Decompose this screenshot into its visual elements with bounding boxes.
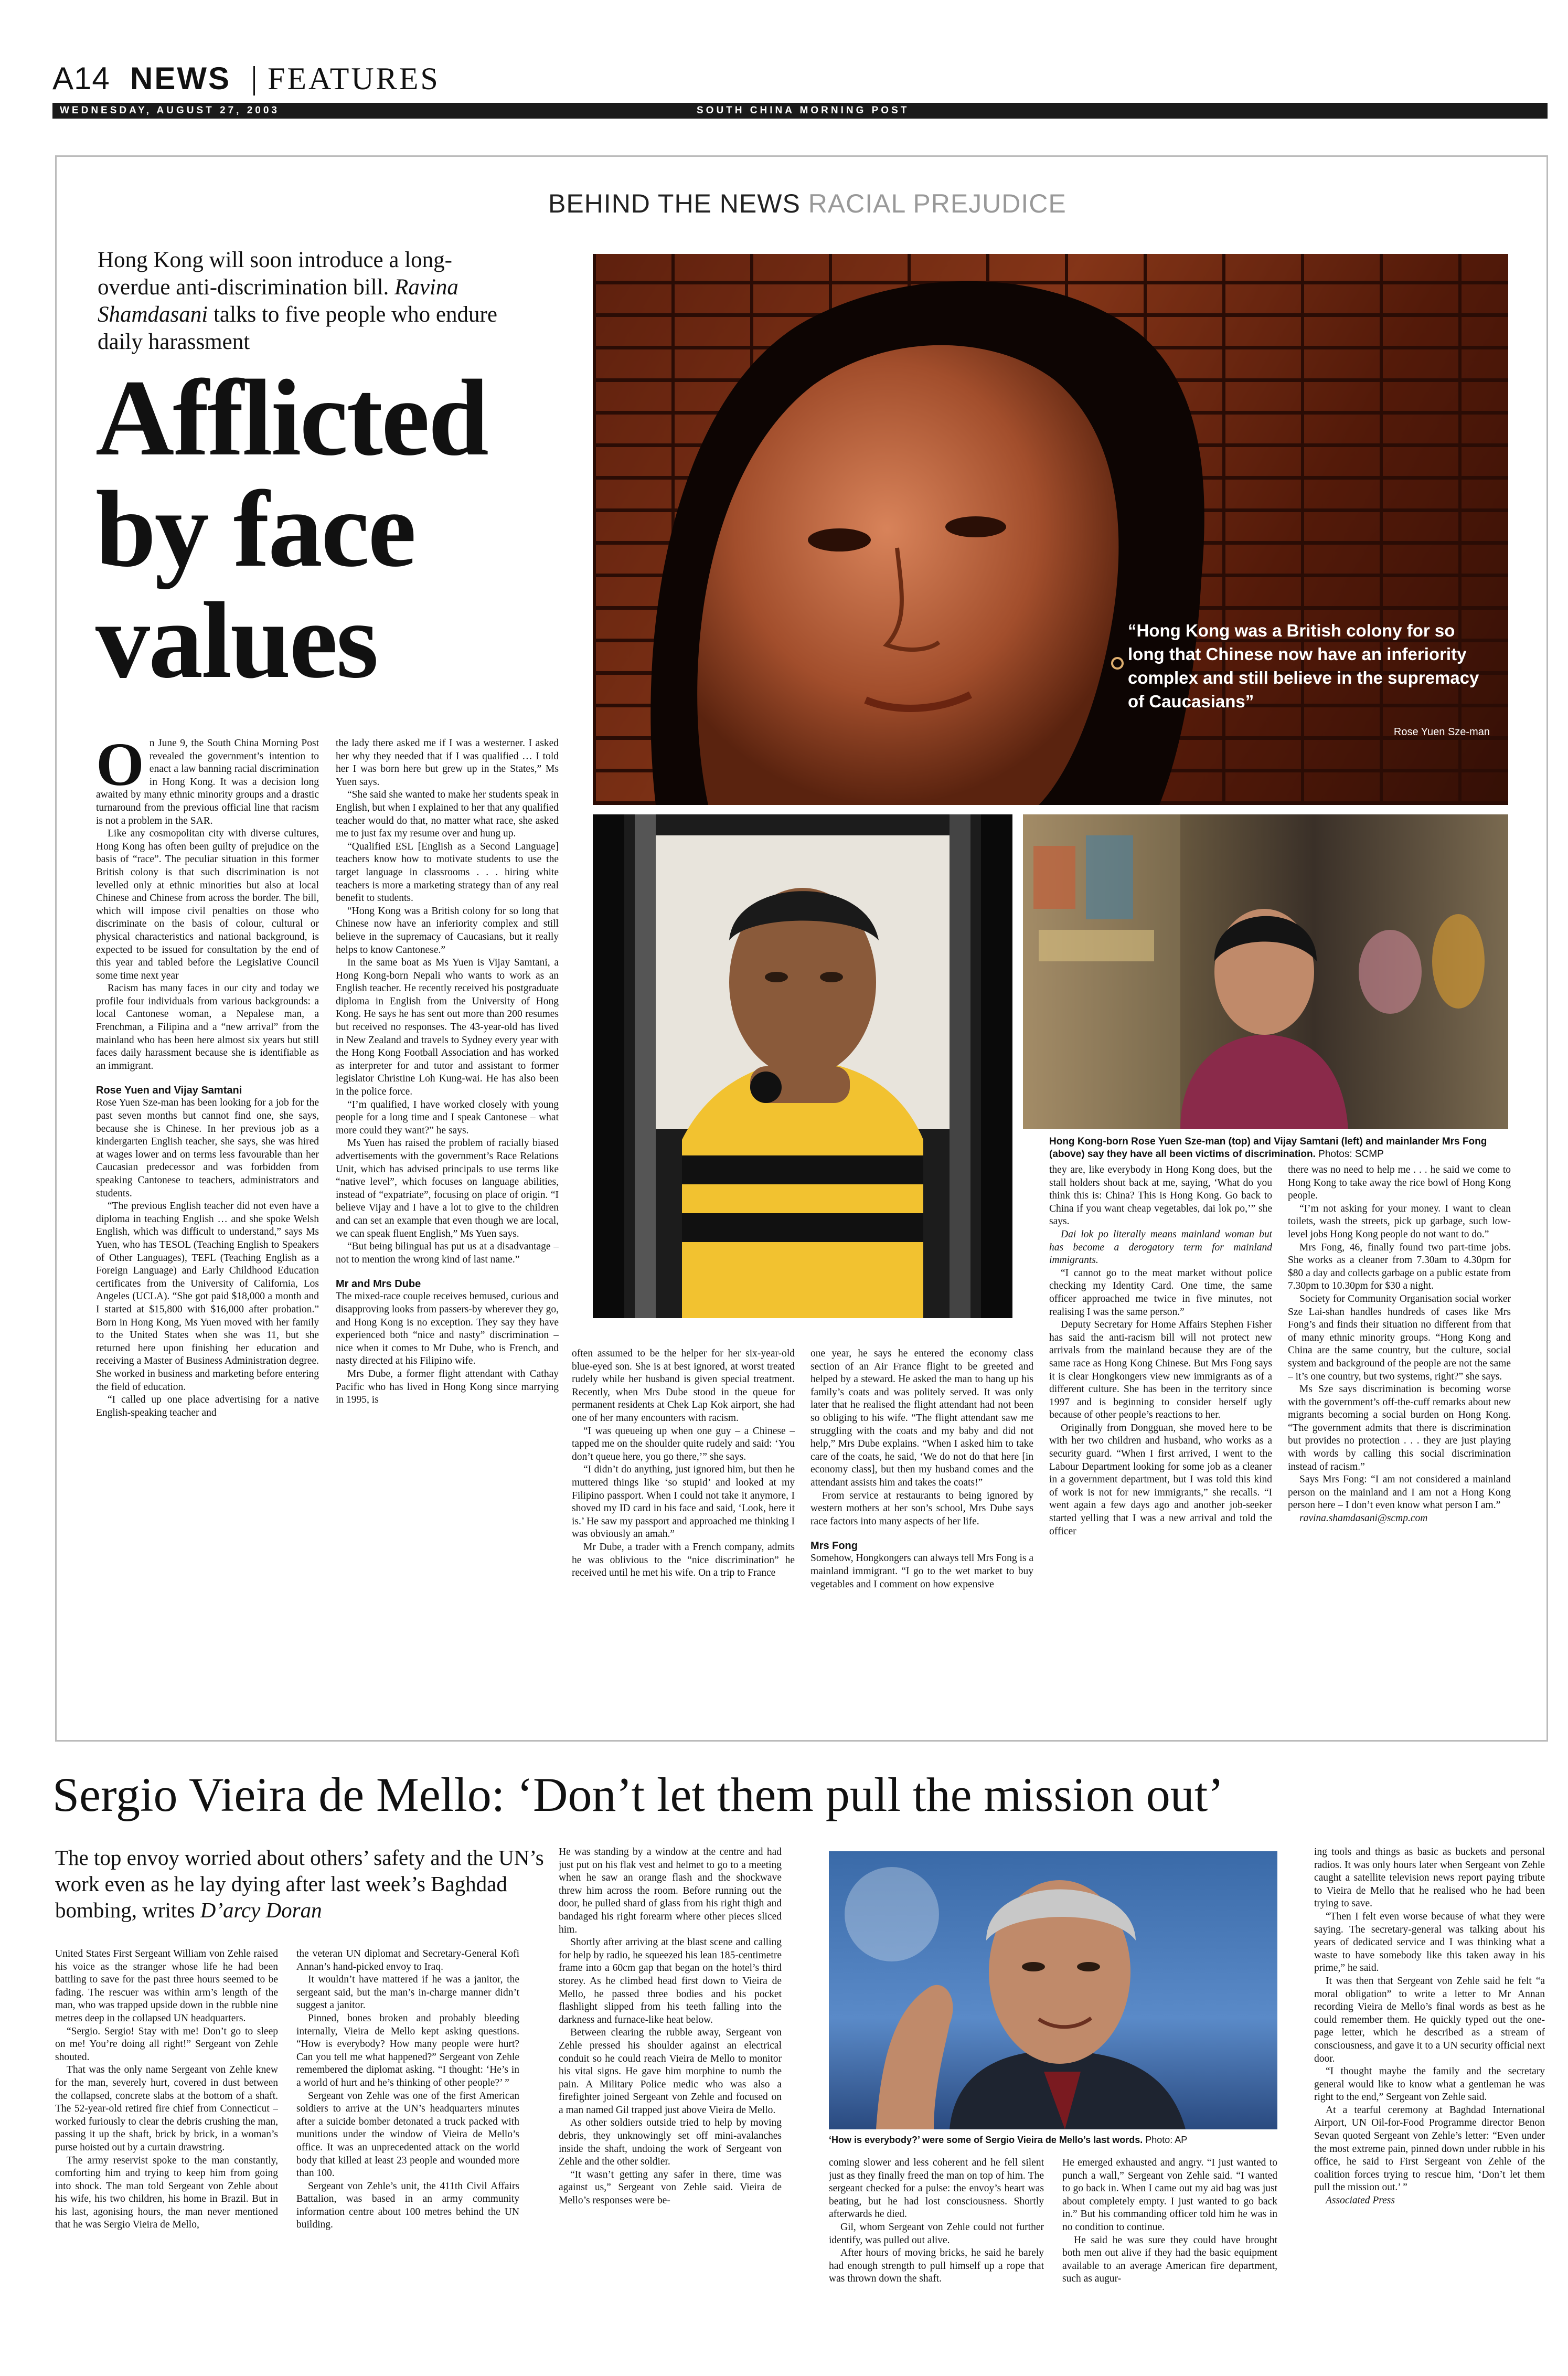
photo-mrs-fong (1023, 814, 1508, 1129)
paragraph: Sergeant von Zehle’s unit, the 411th Civil Affairs Battalion, was based in an army community information centre about 100 metres behind the UN building. (296, 2180, 519, 2231)
paragraph: the lady there asked me if I was a westerner. I asked her why they needed that if I was qualified … I told her I was born here but grew up in the States,” Ms Yuen says. (336, 738, 559, 788)
paragraph: He said he was sure they could have brought both men out alive if they had the basic equipment available to an average American fire department, such as augur- (1062, 2234, 1277, 2285)
paragraph: It was then that Sergeant von Zehle said he felt “a moral obligation” to write a letter to Mr Annan recording Vieira de Mello’s final words as best as he could remember them. He quickly typed out the one-page letter, which he described as a stream of consciousness, and gave it to a UN security official next door. (1314, 1975, 1545, 2064)
masthead-bar (52, 103, 1548, 119)
story2-col3 (559, 1846, 782, 2362)
paragraph: coming slower and less coherent and he fell silent just as they finally freed the man on top of him. The sergeant checked for a pulse: the envoy’s heart was beating, but he had lost consciousness. Shortly afterwards he died. (829, 2157, 1044, 2220)
story1-standfirst (98, 247, 507, 356)
section-divider (253, 66, 255, 96)
paragraph: Like any cosmopolitan city with diverse cultures, Hong Kong has often been guilty of prejudice on the basis of “race”. The peculiar situation in this former British colony is that such discrimination is not levelled only at ethnic minorities but also at local Chinese and Chinese from across the border. The bill, which will impose civil penalties on those who discriminate on the basis of colour, cultural or physical characteristics and national background, is expected to be issued for consultation by the end of this year and tabled before the Legislative Council some time next year (96, 828, 319, 981)
paragraph: there was no need to help me . . . he said we come to Hong Kong to take away the rice bowl of Hong Kong people. (1288, 1164, 1511, 1202)
paragraph: Mrs Dube, a former flight attendant with Cathay Pacific who has lived in Hong Kong since marrying in 1995, is (336, 1368, 559, 1406)
story2-headline: Sergio Vieira de Mello: ‘Don’t let them pull the mission out’ (52, 1768, 1224, 1821)
subheading: Mr and Mrs Dube (336, 1278, 421, 1290)
man-portrait-graphic (593, 814, 1012, 1318)
paragraph: Racism has many faces in our city and today we profile four individuals from various backgrounds: a local Cantonese woman, a Nepalese man, a Frenchman, a Filipina and a “new arrival” from the mainland who has been here almost six years but still faces daily harassment because she is identifiable as an immigrant. (96, 983, 319, 1072)
paragraph: It wouldn’t have mattered if he was a janitor, the sergeant said, but the man’s in-charge manner didn’t suggest a janitor. (296, 1974, 519, 2011)
story2-photo-caption (829, 2134, 1280, 2146)
paragraph: “She said she wanted to make her students speak in English, but when I explained to her that any qualified teacher would do that, no matter what race, she asked me to just fax my resume over and hung up. (336, 789, 559, 840)
standfirst-text: The top envoy worried about others’ safety and the UN’s work even as he lay dying after last week’s Baghdad bombing, writes (55, 1845, 544, 1922)
story1-headline: Afflicted by face values (95, 357, 487, 701)
paragraph: Society for Community Organisation social worker Sze Lai-shan handles hundreds of cases like Mrs Fong’s and finds their situation no different from that of many ethnic minority groups. “Hong Kong and China are the same country, but the culture, social system and background of the people are not the same – it’s one country, but two systems, right?” she says. (1288, 1293, 1511, 1382)
paragraph: “I’m not asking for your money. I want to clean toilets, wash the streets, pick up garbage, such low-level jobs Hong Kong people do not want to do.” (1288, 1203, 1511, 1240)
story1-col2 (336, 737, 559, 1719)
story1-col3 (572, 1348, 795, 1720)
issue-date: WEDNESDAY, AUGUST 27, 2003 (60, 105, 280, 116)
paragraph: He emerged exhausted and angry. “I just wanted to punch a wall,” Sergeant von Zehle said. “I wanted to go back in. When I came out my aid bag was just about completely empty. I just wanted to go back in.” But his commanding officer told him he was in no condition to continue. (1062, 2157, 1277, 2233)
photo-rose-yuen (593, 254, 1508, 805)
author-email: ravina.shamdasani@scmp.com (1299, 1513, 1428, 1524)
paragraph: Somehow, Hongkongers can always tell Mrs Fong is a mainland immigrant. “I go to the wet market to buy vegetables and I comment on how expensive (810, 1553, 1033, 1590)
paragraph: the veteran UN diplomat and Secretary-General Kofi Annan’s hand-picked envoy to Iraq. (296, 1948, 519, 1972)
paragraph: Deputy Secretary for Home Affairs Stephen Fisher has said the anti-racism bill will not protect new arrivals from the mainland because they are of the same race as Hong Kong Chinese. But Mrs Fong says it is clear Hongkongers view new immigrants as of a different culture. She has been in the territory since 1997 and is beginning to consider herself ugly because of other people’s reactions to her. (1049, 1319, 1272, 1421)
pull-quote-attribution: Rose Yuen Sze-man (1393, 726, 1490, 738)
caption-text: ‘How is everybody?’ were some of Sergio Vieira de Mello’s last words. (829, 2135, 1143, 2145)
woman-street-graphic (1023, 814, 1508, 1129)
story1-col4 (810, 1348, 1033, 1720)
section-name: NEWS (130, 61, 231, 96)
paragraph: In the same boat as Ms Yuen is Vijay Samtani, a Hong Kong-born Nepali who wants to work as an English teacher. He recently received his postgraduate diploma in English from the University of Hong Kong. He says he has sent out more than 200 resumes but received no responses. The 43-year-old has lived in New Zealand and travels to Sydney every year with the Hong Kong Football Association and has worked as interpreter for and tutor and assistant to former legislator Christine Loh Kung-wai. He has also been in the police force. (336, 957, 559, 1098)
paragraph: “But being bilingual has put us at a disadvantage – not to mention the wrong kind of last name.” (336, 1241, 559, 1265)
paragraph: United States First Sergeant William von Zehle raised his voice as the stranger whose life he had been battling to save for the past three hours seemed to be fading. The rescuer was within arm’s length of the man, who was trapped upside down in the rubble nine metres deep in the collapsed UN headquarters. (55, 1948, 278, 2024)
story2-col5 (1062, 2157, 1277, 2362)
agency-credit: Associated Press (1326, 2195, 1395, 2207)
story2-col2 (296, 1948, 519, 2362)
envoy-portrait-graphic (829, 1851, 1277, 2129)
subsection-name: FEATURES (268, 61, 440, 96)
page-number: A14 (52, 61, 110, 96)
subheading: Mrs Fong (810, 1540, 858, 1552)
paragraph: Says Mrs Fong: “I am not considered a mainland person on the mainland and I am not a Hong Kong person here – I don’t even know what person I am.” (1288, 1474, 1511, 1511)
paragraph: ing tools and things as basic as buckets and personal radios. It was only hours later when Sergeant von Zehle caught a satellite television news report paying tribute to Vieira de Mello that he realised who he had been trying to save. (1314, 1847, 1545, 1910)
paragraph: Dai lok po literally means mainland woman but has become a derogatory term for mainland immigrants. (1049, 1228, 1272, 1266)
paragraph: Shortly after arriving at the blast scene and calling for help by radio, he squeezed his lean 185-centimetre frame into a 60cm gap that began on the hotel’s third storey. As he climbed head first down to Vieira de Mello, he passed three bodies and his pocket flashlight slipped from his teeth falling into the darkness and furnace-like heat below. (559, 1937, 782, 2025)
paragraph: Mrs Fong, 46, finally found two part-time jobs. She works as a cleaner from 7.30am to 4.30pm for $80 a day and collects garbage on a public estate from 7.30pm to 10.30pm for $30 a night. (1288, 1242, 1511, 1292)
paragraph: “I was queueing up when one guy – a Chinese – tapped me on the shoulder quite rudely and said: ‘You don’t queue here, you go there,’” she says. (572, 1425, 795, 1462)
photo-credit: Photos: SCMP (1318, 1149, 1384, 1160)
drop-cap: O (96, 737, 144, 799)
paragraph: Sergeant von Zehle was one of the first American soldiers to arrive at the UN’s headquarters minutes after a suicide bomber detonated a truck packed with munitions under the window of Vieira de Mello’s office. It was an unprecedented attack on the world body that killed at least 23 people and wounded more than 100. (296, 2090, 519, 2179)
story1-photo-caption (1049, 1136, 1511, 1161)
standfirst-author: Ravina Shamdasani (98, 275, 458, 327)
story2-col6 (1314, 1846, 1545, 2362)
paragraph: “I didn’t do anything, just ignored him, but then he muttered things like ‘so stupid’ and looked at my Filipino passport. When I could not take it anymore, I shoved my ID card in his face and said, ‘Look, here it is.’ He saw my passport and approached me thinking I was obviously an amah.” (572, 1464, 795, 1540)
story2-col4 (829, 2157, 1044, 2362)
paragraph: Mr Dube, a trader with a French company, admits he was oblivious to the “nice discrimination” he received until he met his wife. On a trip to France (572, 1541, 795, 1579)
paragraph: As other soldiers outside tried to help by moving debris, they unknowingly set off mini-avalanches inside the shaft, undoing the work of Sergeant von Zehle and the other soldier. (559, 2117, 782, 2168)
paragraph: “It wasn’t getting any safer in there, time was against us,” Sergeant von Zehle said. Vieira de Mello’s responses were be- (559, 2169, 782, 2207)
paragraph: After hours of moving bricks, he said he barely had enough strength to pull himself up a rope that was thrown down the shaft. (829, 2247, 1044, 2285)
paper-name: SOUTH CHINA MORNING POST (697, 105, 910, 116)
pull-quote (1128, 619, 1490, 744)
caption-text: Hong Kong-born Rose Yuen Sze-man (top) and Vijay Samtani (left) and mainlander Mrs Fong (above) say they have all been victims of discrimination. (1049, 1136, 1487, 1160)
paragraph: At a tearful ceremony at Baghdad International Airport, UN Oil-for-Food Programme director Benon Sevan quoted Sergeant von Zehle’s letter: “Even under the most extreme pain, pinned down under rubble in his office, he said to First Sergeant von Zehle of the coalition forces trying to rescue him, ‘Don’t let them pull the mission out.’ ” (1314, 2104, 1545, 2193)
paragraph: Pinned, bones broken and probably bleeding internally, Vieira de Mello kept asking questions. “How is everybody? How many people were hurt? Can you tell me what happened?” Sergeant von Zehle remembered the diplomat asking. “I thought: ‘He’s in a world of hurt and he’s thinking of other people?’ ” (296, 2012, 519, 2088)
paragraph: “I’m qualified, I have worked closely with young people for a long time and I speak Cantonese – what more could they want?” he says. (336, 1099, 559, 1136)
photo-credit: Photo: AP (1145, 2135, 1188, 2145)
story1-kicker (548, 189, 1066, 218)
paragraph: n June 9, the South China Morning Post revealed the government’s intention to enact a law banning racial discrimination in Hong Kong. It was a decision long awaited by many ethnic minority groups and a drastic turnaround from the previous official line that racism is not a problem in the SAR. (96, 738, 319, 826)
paragraph: Ms Sze says discrimination is becoming worse with the government’s off-the-cuff remarks about new migrants becoming a social burden on Hong Kong. “The government admits that there is discrimination but provides no protection . . . they are just playing with words by calling this social discrimination instead of racism.” (1288, 1384, 1511, 1472)
paragraph: The army reservist spoke to the man constantly, comforting him and trying to keep him from going into shock. The man told Sergeant von Zehle about his wife, his two children, his home in Brazil. But in his last, agonising hours, the man never mentioned that he was Sergio Vieira de Mello, (55, 2155, 278, 2231)
paragraph: Between clearing the rubble away, Sergeant von Zehle pressed his shoulder against an electrical conduit so he could reach Vieira de Mello to monitor his vital signs. He gave him morphine to numb the pain. A Military Police medic who was also a firefighter joined Sergeant von Zehle and focused on a man named Gil trapped just above Vieira de Mello. (559, 2027, 782, 2116)
story2-standfirst (55, 1844, 546, 1923)
subheading: Rose Yuen and Vijay Samtani (96, 1085, 242, 1097)
standfirst-text-2: talks to five people who endure daily harassment (98, 302, 497, 354)
kicker-dark: BEHIND THE NEWS (548, 189, 801, 218)
paragraph: often assumed to be the helper for her six-year-old blue-eyed son. She is at best ignored, at worst treated rudely while her husband is given special treatment. Recently, when Mrs Dube stood in the queue for permanent residents at Chek Lap Kok airport, she had one of her many encounters with racism. (572, 1348, 795, 1424)
paragraph: Originally from Dongguan, she moved here to be with her two children and husband, who works as a security guard. “When I first arrived, I went to the Labour Department looking for some job as a cleaner in a government department, but I was told this kind of work is not for new immigrants,” she recalls. “I went again a few days ago and another job-seeker started yelling that I was a new arrival and told the officer (1049, 1422, 1272, 1537)
paragraph: Ms Yuen has raised the problem of racially biased advertisements with the government’s Race Relations Unit, which has advised principals to use terms like “native level”, which focuses on language abilities, instead of “expatriate”, focusing on place of origin. “I believe Vijay and I have a lot to give to the children and can set an example that even though we are local, we can speak fluent English,” Ms Yuen says. (336, 1138, 559, 1239)
paragraph: That was the only name Sergeant von Zehle knew for the man, severely hurt, covered in dust between the collapsed, concrete slabs at the bottom of a shaft. The 52-year-old retired fire chief from Connecticut – worked furiously to clear the debris crushing the man, passing it up the shaft, brick by brick, in a woman’s purse hoisted out by a curtain drawstring. (55, 2064, 278, 2153)
paragraph: “Sergio. Sergio! Stay with me! Don’t go to sleep on me! You’re doing all right!” Sergeant von Zehle shouted. (55, 2025, 278, 2063)
paragraph: one year, he says he entered the economy class section of an Air France flight to be greeted and helped by a steward. He asked the man to hang up his family’s coats and was politely served. It was only later that he realised the flight attendant had not been so obliging to his wife. “The flight attendant saw me struggling with the coats and my baby and did not help,” Mrs Dube explains. “When I asked him to take care of the coats, he said, ‘We do not do that here [in economy class], but then my husband comes and the attendant assists him and takes the coats!” (810, 1348, 1033, 1488)
kicker-light: RACIAL PREJUDICE (808, 189, 1066, 218)
photo-sergio-vieira-de-mello (829, 1851, 1277, 2129)
photo-vijay-samtani (593, 814, 1012, 1318)
standfirst-author: D’arcy Doran (200, 1898, 322, 1922)
pull-quote-text: “Hong Kong was a British colony for so long that Chinese now have an inferiority complex and still believe in the supremacy of Caucasians” (1128, 621, 1479, 711)
paragraph: they are, like everybody in Hong Kong does, but the stall holders shout back at me, saying, ‘What do you think this is: China? This is Hong Kong. Go back to China if you want cheap vegetables, dai lok po,’” she says. (1049, 1164, 1272, 1227)
story2-col1 (55, 1948, 278, 2362)
paragraph: He was standing by a window at the centre and had just put on his flak vest and helmet to go to a meeting when he saw an orange flash and the shockwave threw him across the room. Before running out the door, he pulled shard of glass from his right thigh and bandaged his right forearm where other pieces sliced him. (559, 1847, 782, 1935)
paragraph: “Then I felt even worse because of what they were saying. The secretary-general was talking about his years of dedicated service and I was thinking what a waste to have somebody like this taken away in his prime,” he said. (1314, 1911, 1545, 1974)
masthead (52, 62, 1548, 104)
paragraph: From service at restaurants to being ignored by western mothers at her son’s school, Mrs Dube says race factors into many aspects of her life. (810, 1490, 1033, 1527)
paragraph: “The previous English teacher did not even have a diploma in teaching English … and she spoke Welsh English, which was difficult to understand,” says Ms Yuen, who has TESOL (Teaching English to Speakers of Other Languages), TEFL (Teaching English as a Foreign Language) and Early Childhood Education certificates from the University of California, Los Angeles (UCLA). “She got paid $18,000 a month and I started at $15,800 with $16,000 after probation.” Born in Hong Kong, Ms Yuen moved with her family to the United States when she was 11, but she returned here upon finishing her education and receiving a Master of Business Administration degree. She worked in business and marketing before entering the field of education. (96, 1201, 319, 1393)
paragraph: Rose Yuen Sze-man has been looking for a job for the past seven months but cannot find one, she says, because she is Chinese. In her previous job as a kindergarten English teacher, she says, she was hired at wages lower and on terms less favourable than her Caucasian predecessor and was forbidden from speaking Cantonese to teachers, administrators and students. (96, 1097, 319, 1199)
paragraph: “I cannot go to the meat market without police checking my Identity Card. One time, the same officer approached me twice in five minutes, not realising I was the same person.” (1049, 1267, 1272, 1318)
standfirst-text: Hong Kong will soon introduce a long-overdue anti-discrimination bill. (98, 248, 452, 300)
paragraph: “I called up one place advertising for a native English-speaking teacher and (96, 1394, 319, 1418)
story1-col1 (96, 737, 319, 1719)
story1-col5 (1049, 1164, 1272, 1720)
paragraph: “Hong Kong was a British colony for so long that Chinese now have an inferiority complex and still believe in the supremacy of Caucasians, but it really helps to know Cantonese.” (336, 905, 559, 956)
paragraph: “I thought maybe the family and the secretary general would like to know what a gentleman he was right to the end,” Sergeant von Zehle said. (1314, 2066, 1545, 2103)
paragraph: The mixed-race couple receives bemused, curious and disapproving looks from passers-by wherever they go, and Hong Kong is no exception. They say they have experienced both “nice and nasty” discrimination – nice when it comes to Mr Dube, who is French, and nasty directed at his Filipino wife. (336, 1291, 559, 1367)
paragraph: Gil, whom Sergeant von Zehle could not further identify, was pulled out alive. (829, 2221, 1044, 2246)
story1-col6 (1288, 1164, 1511, 1720)
paragraph: “Qualified ESL [English as a Second Language] teachers know how to motivate students to use the target language in classrooms . . . hiring white teachers is more a marketing strategy than of any real benefit to students. (336, 841, 559, 904)
